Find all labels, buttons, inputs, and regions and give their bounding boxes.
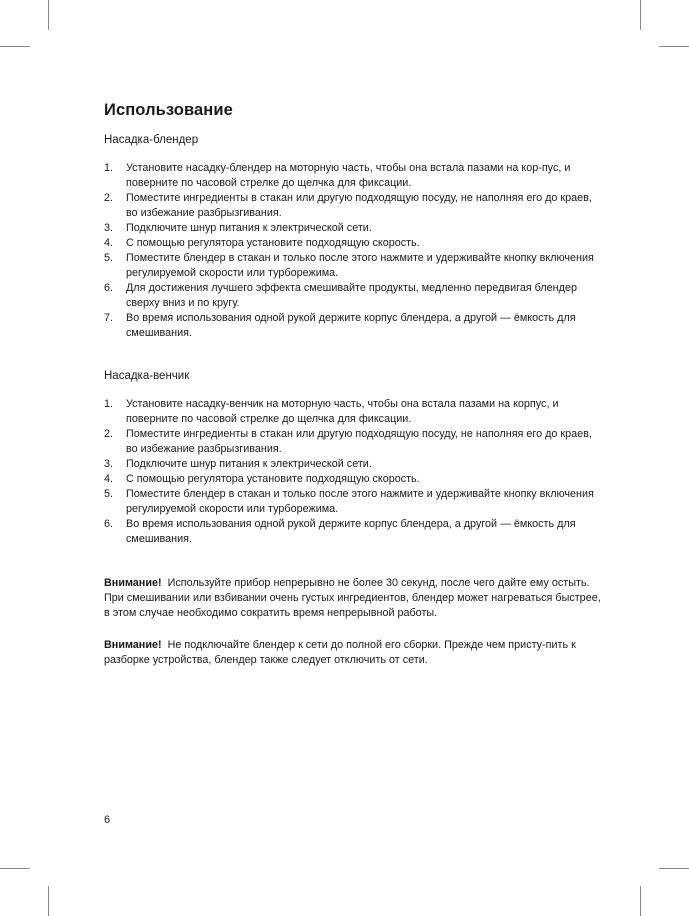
step-text: С помощью регулятора установите подходящую скорость. — [126, 237, 420, 249]
document-body — [104, 100, 604, 668]
page-title: Использование — [104, 101, 233, 119]
crop-mark — [0, 46, 30, 47]
step-number: 6. — [104, 518, 114, 530]
list-item — [104, 487, 604, 517]
crop-mark — [0, 868, 30, 869]
step-text: Поместите ингредиенты в стакан или другую подходящую посуду, не наполняя его до краев, во избежание разбрызгивания. — [126, 428, 592, 455]
warning-label: Внимание! — [104, 638, 162, 651]
list-item — [104, 251, 604, 281]
step-text: С помощью регулятора установите подходящую скорость. — [126, 473, 420, 485]
step-text: Поместите блендер в стакан и только после этого нажмите и удерживайте кнопку включения регулируемой скорости или турборежима. — [126, 488, 594, 515]
step-number: 1. — [104, 162, 114, 174]
step-number: 6. — [104, 282, 114, 294]
warning-paragraph — [104, 638, 604, 668]
list-item — [104, 397, 604, 427]
step-number: 4. — [104, 473, 114, 485]
step-text: Поместите блендер в стакан и только после этого нажмите и удерживайте кнопку включения регулируемой скорости или турборежима. — [126, 252, 594, 279]
crop-mark — [48, 886, 49, 916]
list-item — [104, 281, 604, 311]
step-text: Подключите шнур питания к электрической сети. — [126, 222, 372, 234]
section-heading-blender: Насадка-блендер — [104, 134, 199, 146]
step-text: Подключите шнур питания к электрической сети. — [126, 458, 372, 470]
list-item — [104, 517, 604, 547]
step-number: 2. — [104, 192, 114, 204]
list-item — [104, 472, 604, 487]
step-text: Во время использования одной рукой держите корпус блендера, а другой — ёмкость для смешивания. — [126, 518, 576, 545]
list-item — [104, 221, 604, 236]
crop-mark — [640, 0, 641, 30]
step-number: 5. — [104, 488, 114, 500]
warning-paragraph — [104, 576, 604, 622]
crop-mark — [659, 46, 689, 47]
steps-list-whisk — [104, 397, 604, 547]
crop-mark — [659, 868, 689, 869]
list-item — [104, 161, 604, 191]
step-number: 4. — [104, 237, 114, 249]
step-text: Поместите ингредиенты в стакан или другую подходящую посуду, не наполняя его до краев, во избежание разбрызгивания. — [126, 192, 592, 219]
page-number: 6 — [104, 814, 111, 826]
list-item — [104, 457, 604, 472]
step-text: Установите насадку-венчик на моторную часть, чтобы она встала пазами на корпус, и поверните по часовой стрелке до щелчка для фиксации. — [126, 398, 559, 425]
section-heading-whisk: Насадка-венчик — [104, 370, 190, 382]
list-item — [104, 427, 604, 457]
warning-text: Используйте прибор непрерывно не более 30 секунд, после чего дайте ему остыть. При смешивании или взбивании очень густых ингредиентов, блендер может нагреваться быстрее, в этом случае необходимо сократить время непрерывной работы. — [104, 577, 601, 620]
step-number: 5. — [104, 252, 114, 264]
step-number: 3. — [104, 458, 114, 470]
step-number: 1. — [104, 398, 114, 410]
step-number: 3. — [104, 222, 114, 234]
crop-mark — [48, 0, 49, 30]
list-item — [104, 236, 604, 251]
step-number: 2. — [104, 428, 114, 440]
step-text: Установите насадку-блендер на моторную часть, чтобы она встала пазами на кор-пус, и поверните по часовой стрелке до щелчка для фиксации. — [126, 162, 571, 189]
warning-label: Внимание! — [104, 577, 162, 589]
list-item — [104, 191, 604, 221]
step-text: Во время использования одной рукой держите корпус блендера, а другой — ёмкость для смешивания. — [126, 312, 576, 339]
warning-text: Не подключайте блендер к сети до полной его сборки. Прежде чем присту-пить к разборке устройства, блендер также следует отключить от сети. — [104, 638, 576, 666]
step-text: Для достижения лучшего эффекта смешивайте продукты, медленно передвигая блендер сверху вниз и по кругу. — [126, 282, 577, 309]
crop-mark — [640, 886, 641, 916]
steps-list-blender — [104, 161, 604, 341]
step-number: 7. — [104, 312, 114, 324]
list-item — [104, 311, 604, 341]
